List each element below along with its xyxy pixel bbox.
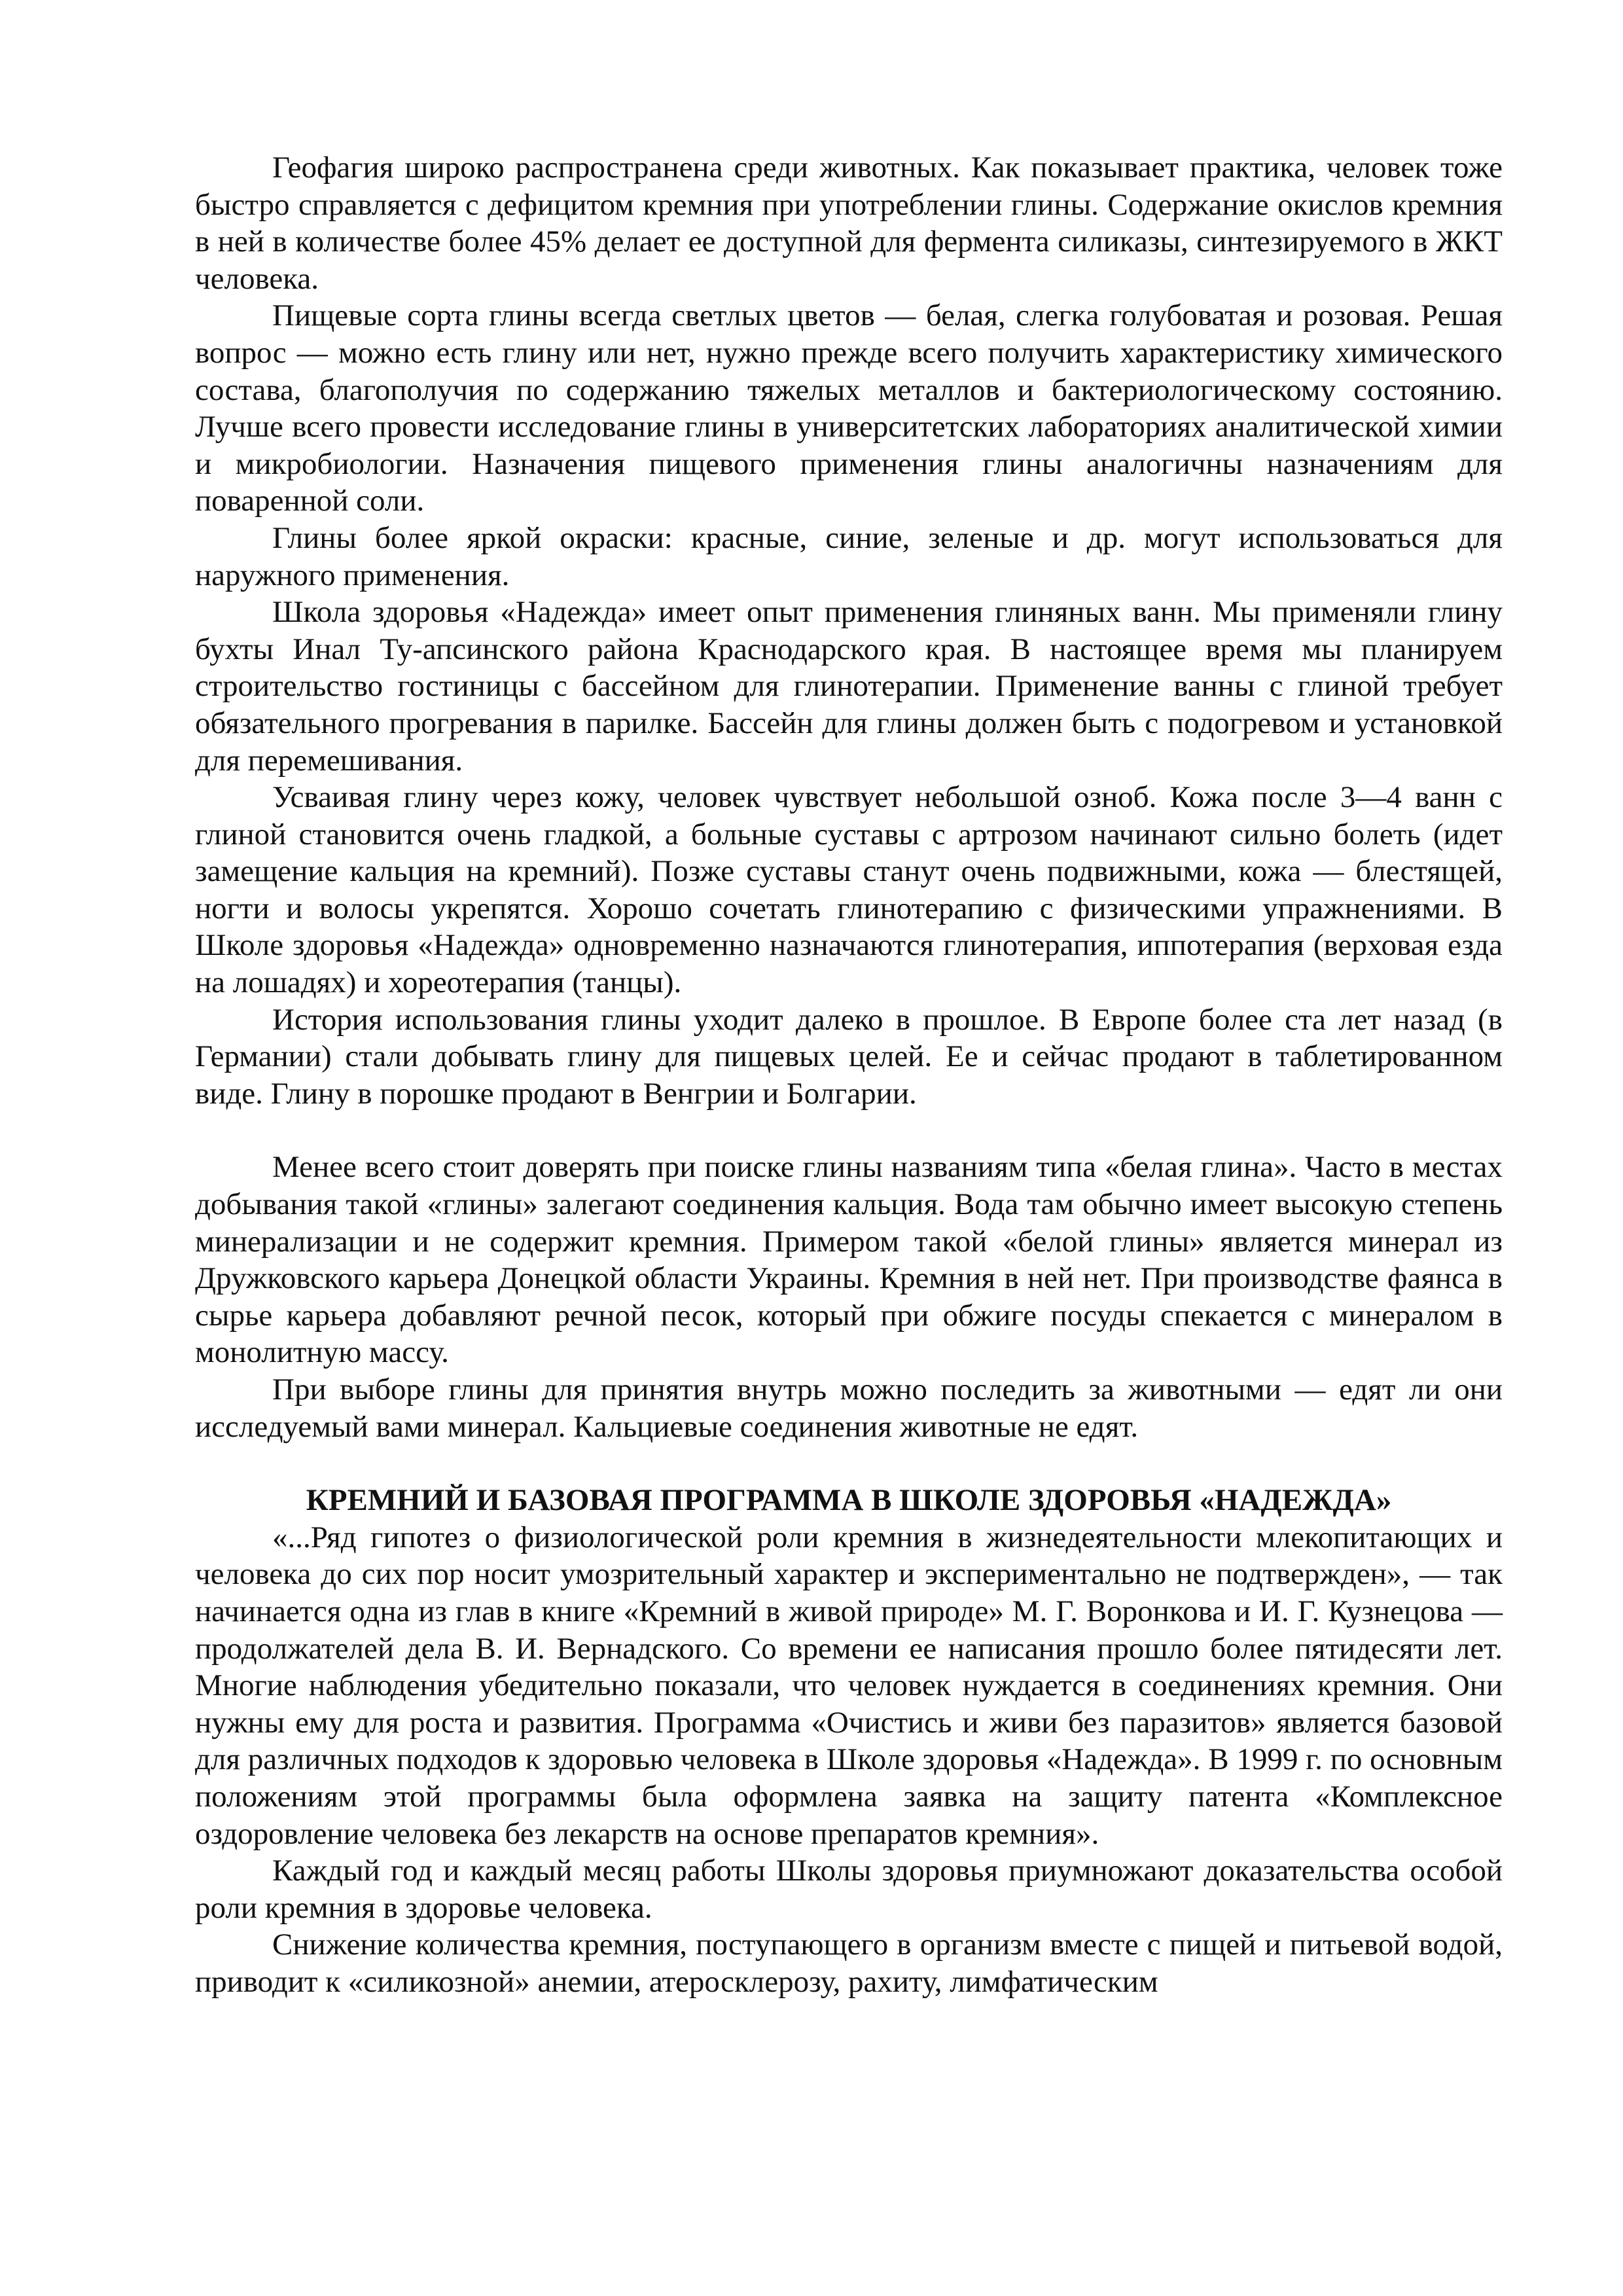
paragraph-school-evidence: Каждый год и каждый месяц работы Школы здоровья приумножают доказательства особой роли кремния в здоровье человека. (195, 1854, 1503, 1925)
paragraph-white-clay-warning: Менее всего стоит доверять при поиске глины названиям типа «белая глина». Часто в местах добывания такой «глины» залегают соединения кальция. Вода там обычно имеет высокую степень минерализации и не содержит кремния. Примером такой «белой глины» является минерал из Дружковского карьера Донецкой области Украины. Кремния в ней нет. При производстве фаянса в сырье карьера добавляют речной песок, который при обжиге посуды спекается с минералом в монолитную массу. (195, 1150, 1503, 1370)
paragraph-clay-history: История использования глины уходит далеко в прошлое. В Европе более ста лет назад (в Германии) стали добывать глину для пищевых целей. Ее и сейчас продают в таблетированном виде. Глину в порошке продают в Венгрии и Болгарии. (195, 1002, 1503, 1111)
paragraph-geophagy: Геофагия широко распространена среди животных. Как показывает практика, человек тоже быстро справляется с дефицитом кремния при употреблении глины. Содержание окислов кремния в ней в количестве более 45% делает ее доступной для фермента силиказы, синтезируемого в ЖКТ человека. (195, 151, 1503, 296)
section-heading: КРЕМНИЙ И БАЗОВАЯ ПРОГРАММА В ШКОЛЕ ЗДОРОВЬЯ «НАДЕЖДА» (306, 1483, 1392, 1518)
paragraph-bright-clay: Глины более яркой окраски: красные, синие, зеленые и др. могут использоваться для наружного применения. (195, 520, 1503, 592)
paragraph-skin-absorption: Усваивая глину через кожу, человек чувствует небольшой озноб. Кожа после 3—4 ванн с глиной становится очень гладкой, а больные суставы с артрозом начинают сильно болеть (идет замещение кальция на кремний). Позже суставы станут очень подвижными, кожа — блестящей, ногти и волосы укрепятся. Хорошо сочетать глинотерапию с физическими упражнениями. В Школе здоровья «Надежда» одновременно назначаются глинотерапия, иппотерапия (верховая езда на лошадях) и хореотерапия (танцы). (195, 780, 1503, 1000)
paragraph-silicon-deficiency: Снижение количества кремния, поступающего в организм вместе с пищей и питьевой водой, приводит к «силикозной» анемии, атеросклерозу, рахиту, лимфатическим (195, 1928, 1503, 1999)
document-page (195, 149, 1503, 2001)
paragraph-silicon-quote: «...Ряд гипотез о физиологической роли кремния в жизнедеятельности млекопитающих и человека до сих пор носит умозрительный характер и экспериментально не подтвержден», — так начинается одна из глав в книге «Кремний в живой природе» М. Г. Воронкова и И. Г. Кузнецова — продолжателей дела В. И. Вернадского. Со времени ее написания прошло более пятидесяти лет. Многие наблюдения убедительно показали, что человек нуждается в соединениях кремния. Они нужны ему для роста и развития. Программа «Очистись и живи без паразитов» является базовой для различных подходов к здоровью человека в Школе здоровья «Надежда». В 1999 г. по основным положениям этой программы была оформлена заявка на защиту патента «Комплексное оздоровление человека без лекарств на основе препаратов кремния». (195, 1520, 1503, 1851)
paragraph-animals-test: При выборе глины для принятия внутрь можно последить за животными — едят ли они исследуемый вами минерал. Кальциевые соединения животные не едят. (195, 1372, 1503, 1444)
paragraph-food-clay: Пищевые сорта глины всегда светлых цветов — белая, слегка голубоватая и розовая. Решая вопрос — можно есть глину или нет, нужно прежде всего получить характеристику химического состава, благополучия по содержанию тяжелых металлов и бактериологическому состоянию. Лучше всего провести исследование глины в университетских лабораториях аналитической химии и микробиологии. Назначения пищевого применения глины аналогичны назначениям для поваренной соли. (195, 298, 1503, 518)
paragraph-clay-baths: Школа здоровья «Надежда» имеет опыт применения глиняных ванн. Мы применяли глину бухты Инал Ту-апсинского района Краснодарского края. В настоящее время мы планируем строительство гостиницы с бассейном для глинотерапии. Применение ванны с глиной требует обязательного прогревания в парилке. Бассейн для глины должен быть с подогревом и установкой для перемешивания. (195, 595, 1503, 778)
heading-gap (195, 1445, 1503, 1482)
paragraph-gap (195, 1112, 1503, 1149)
